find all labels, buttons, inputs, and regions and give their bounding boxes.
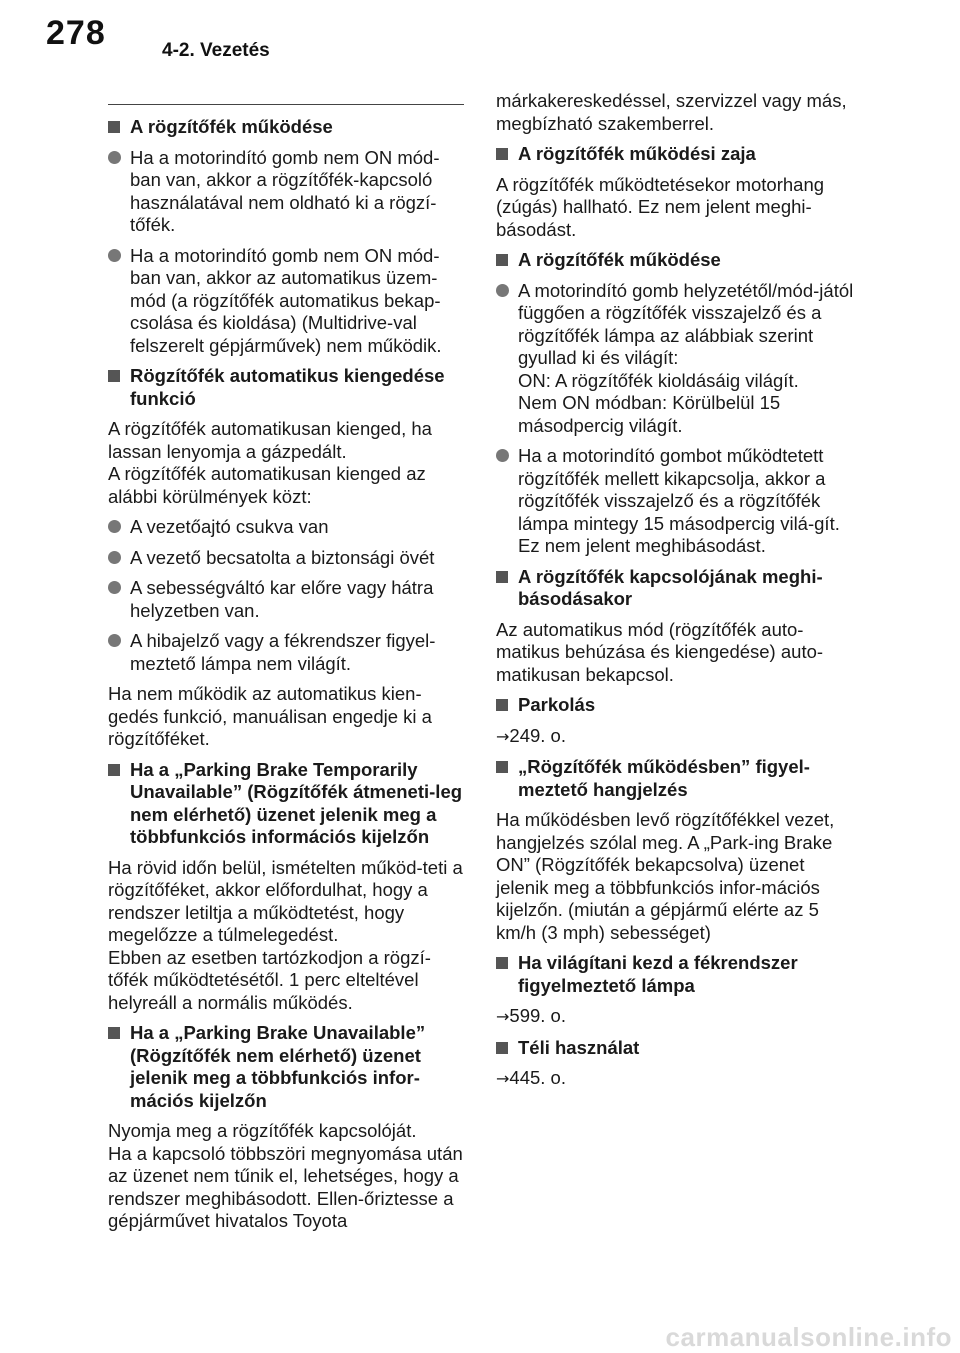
square-bullet-icon	[108, 1027, 120, 1039]
paragraph: Ha működésben levő rögzítőfékkel vezet, hangjelzés szólal meg. A „Park-ing Brake ON” (Rögzítőfék bekapcsolva) üzenet jelenik meg a többfunkciós infor-mációs kijelzőn. (miután a gépjármű elérte az 5 km/h (3 mph) sebességet)	[496, 809, 835, 943]
paragraph: Ha rövid időn belül, ismételten működ-teti a rögzítőféket, akkor előfordulhat, hogy a rendszer letiltja a működtetést, hogy megelőzze a túlmelegedést. Ebben az esetben tartózkodjon a rögzí-tőfék működtetésétől. 1 perc elteltével helyreáll a normális működés.	[108, 856, 463, 1013]
reference-text: 445. o.	[509, 1067, 566, 1088]
page-reference	[496, 1067, 856, 1091]
arrow-right-icon: →	[496, 1069, 510, 1088]
square-bullet-icon	[496, 148, 508, 160]
bullet-text: A vezetőajtó csukva van	[130, 516, 329, 537]
square-bullet-icon	[496, 1042, 508, 1054]
bullet-text: A motorindító gomb helyzetétől/mód-jától függően a rögzítőfék visszajelző és a rögzítőfék lámpa az alábbiak szerint gyullad ki és világít: ON: A rögzítőfék kioldásáig világít. Nem ON módban: Körülbelül 15 másodpercig világít.	[518, 279, 854, 436]
column-divider-rule	[108, 104, 464, 105]
section-heading	[108, 116, 468, 139]
section-heading	[108, 365, 468, 410]
bullet-item	[108, 577, 468, 622]
bullet-item	[496, 280, 856, 438]
left-column	[108, 108, 468, 1241]
bullet-text: Ha a motorindító gombot működtetett rögzítőfék mellett kikapcsolja, akkor a rögzítőfék visszajelző és a rögzítőfék lámpa mintegy 15 másodpercig vilá-gít. Ez nem jelent meghibásodást.	[518, 445, 840, 556]
section-heading	[496, 756, 856, 801]
arrow-right-icon: →	[496, 1007, 510, 1026]
square-bullet-icon	[496, 957, 508, 969]
page-number: 278	[46, 14, 106, 52]
circle-bullet-icon	[108, 151, 121, 164]
square-bullet-icon	[496, 571, 508, 583]
bullet-item	[108, 245, 468, 358]
bullet-text: A hibajelző vagy a fékrendszer figyel-meztető lámpa nem világít.	[130, 630, 436, 674]
section-heading	[496, 952, 856, 997]
section-heading	[496, 143, 856, 166]
section-title: 4-2. Vezetés	[162, 40, 270, 61]
circle-bullet-icon	[496, 284, 509, 297]
bullet-item	[496, 445, 856, 558]
heading-text: „Rögzítőfék működésben” figyel-meztető hangjelzés	[518, 756, 810, 800]
square-bullet-icon	[496, 699, 508, 711]
square-bullet-icon	[496, 761, 508, 773]
section-heading	[496, 1037, 856, 1060]
circle-bullet-icon	[108, 520, 121, 533]
reference-text: 599. o.	[509, 1005, 566, 1026]
square-bullet-icon	[496, 254, 508, 266]
bullet-text: Ha a motorindító gomb nem ON mód-ban van, akkor az automatikus üzem-mód (a rögzítőfék automatikus bekap-csolása és kioldása) (Multidrive-val felszerelt gépjárművek) nem működik.	[130, 244, 442, 356]
heading-text: A rögzítőfék működése	[518, 249, 721, 270]
circle-bullet-icon	[108, 249, 121, 262]
right-column	[496, 90, 856, 1099]
bullet-item	[108, 547, 468, 570]
paragraph: Ha nem működik az automatikus kien-gedés funkció, manuálisan engedje ki a rögzítőféket.	[108, 683, 432, 749]
bullet-text: Ha a motorindító gomb nem ON mód-ban van, akkor a rögzítőfék-kapcsoló használatával nem oldható ki a rögzí-tőfék.	[130, 146, 440, 235]
square-bullet-icon	[108, 121, 120, 133]
paragraph: márkakereskedéssel, szervizzel vagy más, megbízható szakemberrel.	[496, 90, 847, 134]
reference-text: 249. o.	[509, 724, 566, 746]
heading-text: Téli használat	[518, 1036, 640, 1058]
bullet-text: A sebességváltó kar előre vagy hátra helyzetben van.	[130, 577, 434, 621]
bullet-item	[108, 516, 468, 539]
section-heading	[496, 566, 856, 611]
page-reference	[496, 725, 856, 749]
paragraph: Az automatikus mód (rögzítőfék auto-matikus behúzása és kiengedése) auto-matikusan bekapcsol.	[496, 618, 824, 685]
heading-text: Ha a „Parking Brake Unavailable” (Rögzítőfék nem elérhető) üzenet jelenik meg a többfunkciós infor-mációs kijelzőn	[130, 1022, 426, 1111]
bullet-text: A vezető becsatolta a biztonsági övét	[130, 546, 435, 568]
section-heading	[108, 1022, 468, 1112]
square-bullet-icon	[108, 370, 120, 382]
page-reference	[496, 1005, 856, 1029]
circle-bullet-icon	[108, 551, 121, 564]
heading-text: Ha világítani kezd a fékrendszer figyelmeztető lámpa	[518, 952, 798, 996]
heading-text: A rögzítőfék működési zaja	[518, 143, 756, 164]
paragraph: Nyomja meg a rögzítőfék kapcsolóját. Ha a kapcsoló többszöri megnyomása után az üzenet nem tűnik el, lehetséges, hogy a rendszer meghibásodott. Ellen-őriztesse a gépjárművet hivatalos Toyota	[108, 1120, 463, 1231]
page-header	[0, 0, 960, 82]
circle-bullet-icon	[496, 449, 509, 462]
heading-text: Ha a „Parking Brake Temporarily Unavailable” (Rögzítőfék átmeneti-leg nem elérhető) üzenet jelenik meg a többfunkciós információs kijelzőn	[130, 758, 463, 847]
heading-text: Rögzítőfék automatikus kiengedése funkció	[130, 365, 445, 409]
arrow-right-icon: →	[496, 726, 510, 746]
heading-text: A rögzítőfék működése	[130, 116, 333, 137]
circle-bullet-icon	[108, 581, 121, 594]
paragraph: A rögzítőfék automatikusan kienged, ha lassan lenyomja a gázpedált. A rögzítőfék automatikusan kienged az alábbi körülmények közt:	[108, 418, 432, 507]
heading-text: A rögzítőfék kapcsolójának meghi-básodásakor	[518, 565, 823, 609]
section-heading	[496, 249, 856, 272]
square-bullet-icon	[108, 764, 120, 776]
section-heading	[108, 759, 468, 849]
circle-bullet-icon	[108, 634, 121, 647]
bullet-item	[108, 630, 468, 675]
heading-text: Parkolás	[518, 694, 596, 715]
paragraph: A rögzítőfék működtetésekor motorhang (zúgás) hallható. Ez nem jelent meghi-básodást.	[496, 173, 825, 240]
watermark: carmanualsonline.info	[665, 1322, 952, 1352]
section-heading	[496, 694, 856, 717]
bullet-item	[108, 147, 468, 237]
